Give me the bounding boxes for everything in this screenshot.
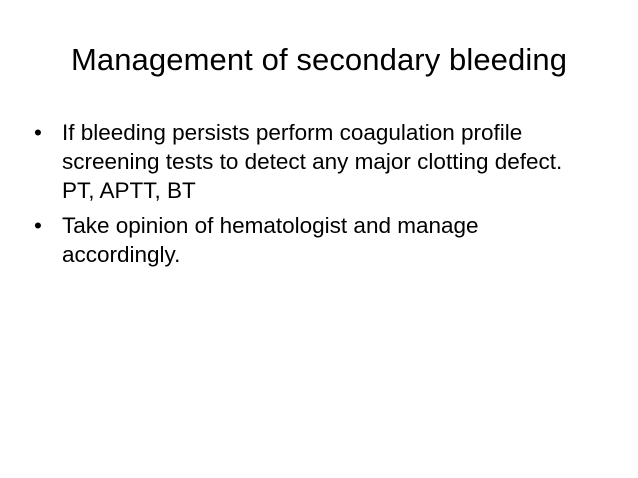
bullet-item: [34, 118, 594, 205]
bullet-text: If bleeding persists perform coagulation profile screening tests to detect any major clotting defect. PT, APTT, BT: [62, 120, 563, 203]
bullet-item: [34, 211, 594, 269]
slide-title: Management of secondary bleeding: [70, 42, 568, 77]
bullet-text: Take opinion of hematologist and manage accordingly.: [62, 213, 479, 267]
bullet-marker: •: [34, 213, 42, 238]
bullet-marker: •: [34, 120, 42, 145]
bullet-list: [34, 118, 594, 275]
